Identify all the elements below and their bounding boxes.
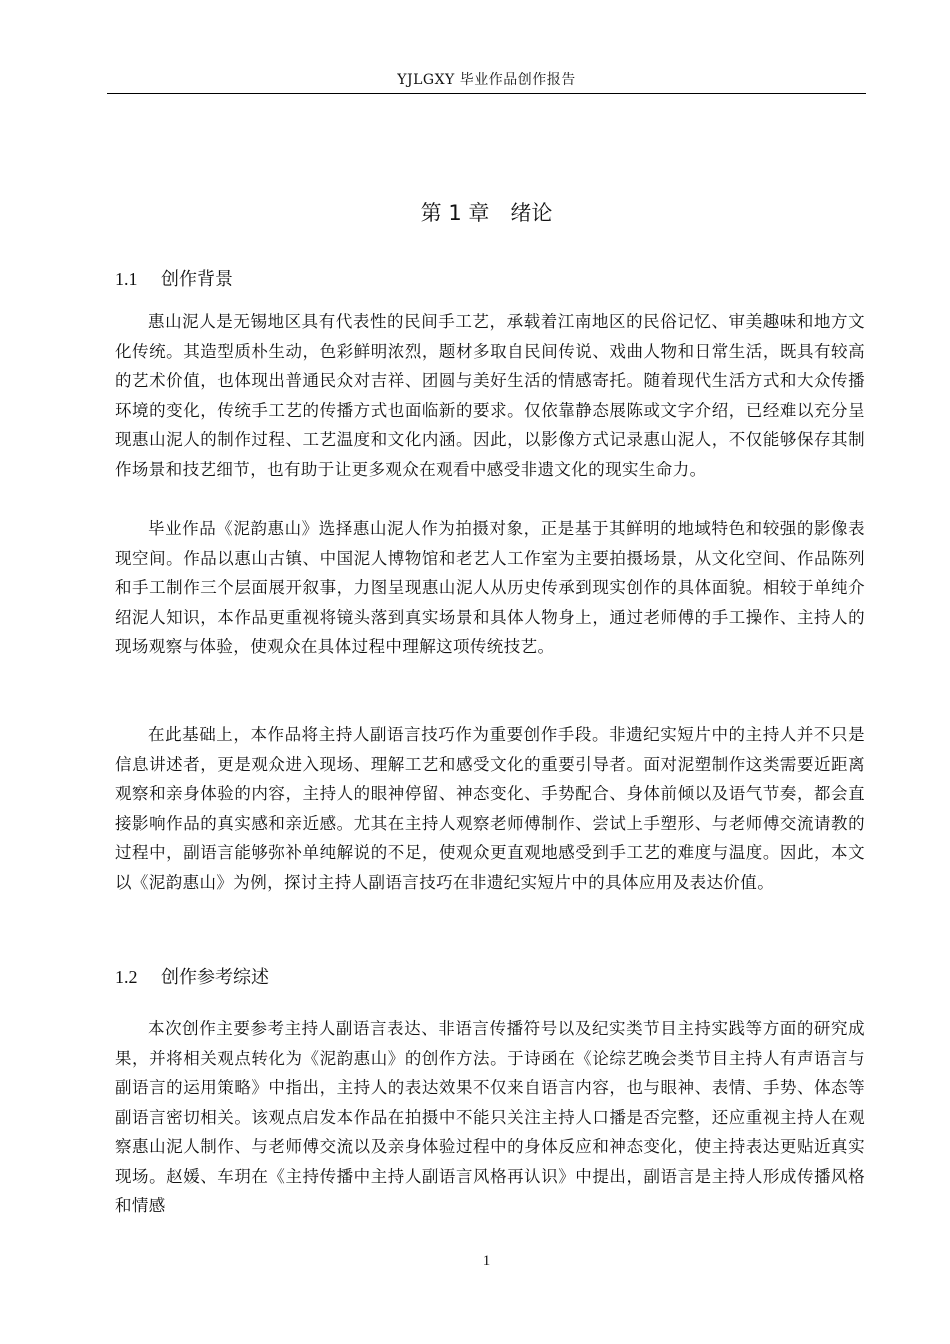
chapter-title: 第 1 章 绪论	[420, 201, 553, 225]
section-heading-1-1	[115, 266, 233, 293]
page-number: 1	[482, 1253, 491, 1269]
section-title: 创作参考综述	[161, 967, 269, 988]
header-divider	[107, 93, 866, 94]
body-paragraph: 惠山泥人是无锡地区具有代表性的民间手工艺，承载着江南地区的民俗记忆、审美趣味和地方文化传统。其造型质朴生动，色彩鲜明浓烈，题材多取自民间传说、戏曲人物和日常生活，既具有较高的艺术价值，也体现出普通民众对吉祥、团圆与美好生活的情感寄托。随着现代生活方式和大众传播环境的变化，传统手工艺的传播方式也面临新的要求。仅依靠静态展陈或文字介绍，已经难以充分呈现惠山泥人的制作过程、工艺温度和文化内涵。因此，以影像方式记录惠山泥人，不仅能够保存其制作场景和技艺细节，也有助于让更多观众在观看中感受非遗文化的现实生命力。	[115, 312, 865, 479]
section-title: 创作背景	[161, 269, 233, 290]
body-paragraph: 在此基础上，本作品将主持人副语言技巧作为重要创作手段。非遗纪实短片中的主持人并不只是信息讲述者，更是观众进入现场、理解工艺和感受文化的重要引导者。面对泥塑制作这类需要近距离观察和亲身体验的内容，主持人的眼神停留、神态变化、手势配合、身体前倾以及语气节奏，都会直接影响作品的真实感和亲近感。尤其在主持人观察老师傅制作、尝试上手塑形、与老师傅交流请教的过程中，副语言能够弥补单纯解说的不足，使观众更直观地感受到手工艺的难度与温度。因此，本文以《泥韵惠山》为例，探讨主持人副语言技巧在非遗纪实短片中的具体应用及表达价值。	[115, 725, 865, 892]
section-number: 1.1	[115, 269, 138, 289]
running-header: YJLGXY 毕业作品创作报告	[397, 72, 576, 88]
section-number: 1.2	[115, 967, 138, 987]
body-paragraph: 毕业作品《泥韵惠山》选择惠山泥人作为拍摄对象，正是基于其鲜明的地域特色和较强的影像表现空间。作品以惠山古镇、中国泥人博物馆和老艺人工作室为主要拍摄场景，从文化空间、作品陈列和手工制作三个层面展开叙事，力图呈现惠山泥人从历史传承到现实创作的具体面貌。相较于单纯介绍泥人知识，本作品更重视将镜头落到真实场景和具体人物身上，通过老师傅的手工操作、主持人的现场观察与体验，使观众在具体过程中理解这项传统技艺。	[115, 519, 865, 656]
body-paragraph: 本次创作主要参考主持人副语言表达、非语言传播符号以及纪实类节目主持实践等方面的研究成果，并将相关观点转化为《泥韵惠山》的创作方法。于诗函在《论综艺晚会类节目主持人有声语言与副语言的运用策略》中指出，主持人的表达效果不仅来自语言内容，也与眼神、表情、手势、体态等副语言密切相关。该观点启发本作品在拍摄中不能只关注主持人口播是否完整，还应重视主持人在观察惠山泥人制作、与老师傅交流以及亲身体验过程中的身体反应和神态变化，使主持表达更贴近真实现场。赵媛、车玥在《主持传播中主持人副语言风格再认识》中提出，副语言是主持人形成传播风格和情感	[115, 1019, 865, 1215]
section-heading-1-2	[115, 964, 269, 991]
